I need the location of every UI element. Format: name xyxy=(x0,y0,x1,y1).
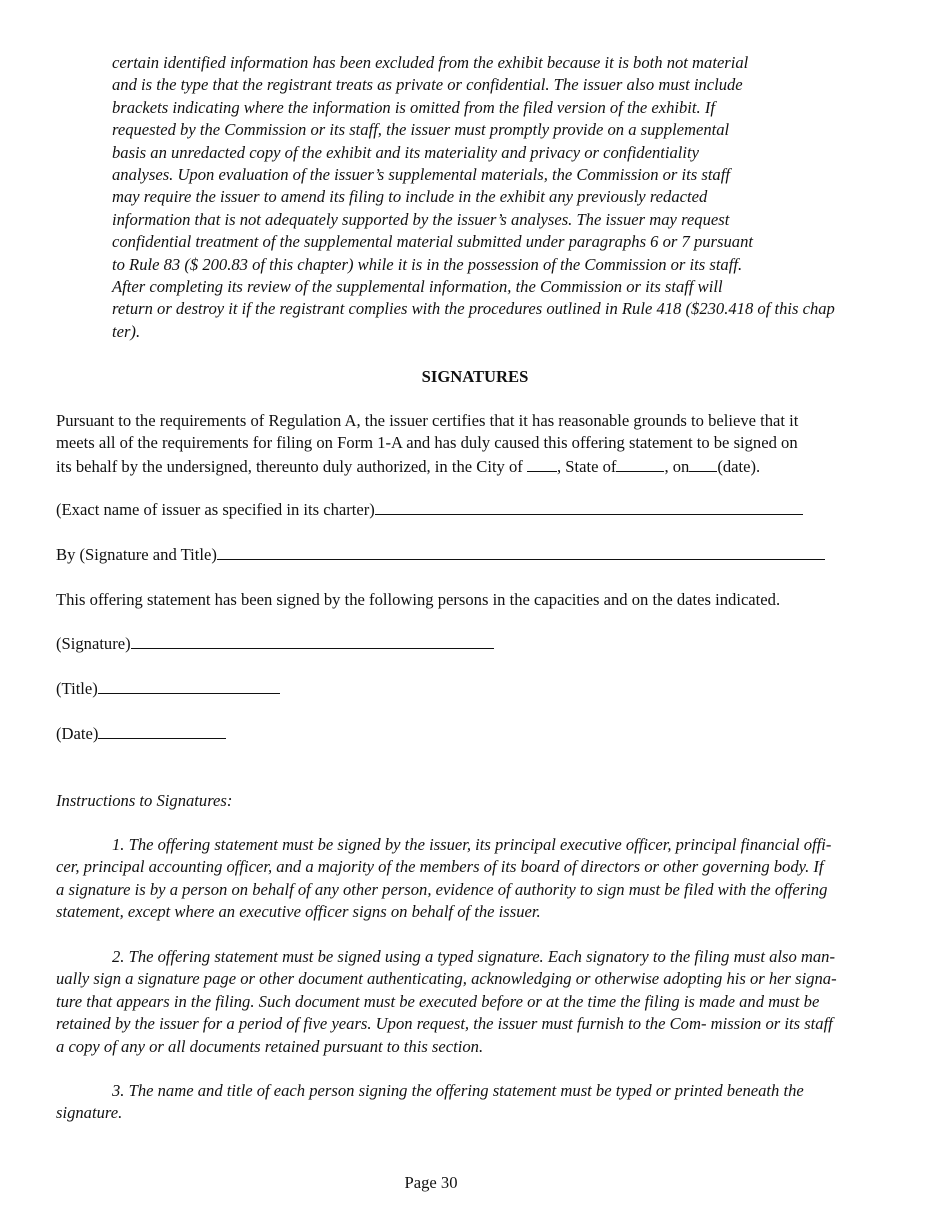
title-label: (Title) xyxy=(56,679,98,698)
text-line: After completing its review of the supplemental information, the Commission or its staff will xyxy=(112,277,723,297)
instruction-item-3 xyxy=(56,1080,896,1125)
signed-by-statement: This offering statement has been signed by the following persons in the capacities and on the dates indicated. xyxy=(56,590,781,609)
issuer-name-label: (Exact name of issuer as specified in its charter) xyxy=(56,500,375,519)
date-line[interactable] xyxy=(98,723,226,739)
city-label: its behalf by the undersigned, thereunto duly authorized, in the City of xyxy=(56,456,523,476)
certification-line-with-blanks xyxy=(56,455,896,478)
text-line: 3. The name and title of each person signing the offering statement must be typed or printed beneath the xyxy=(112,1081,804,1100)
signatures-heading: SIGNATURES xyxy=(421,367,529,386)
text-line: brackets indicating where the information is omitted from the filed version of the exhibit. If xyxy=(112,97,715,117)
signature-line[interactable] xyxy=(131,633,494,649)
by-signature-line[interactable] xyxy=(217,544,825,560)
date-on-label: , on xyxy=(664,456,690,476)
date-label: (Date) xyxy=(56,724,99,743)
text-line: ter). xyxy=(112,321,141,341)
by-signature-field xyxy=(56,544,825,566)
certification-paragraph xyxy=(56,410,896,478)
text-line: statement, except where an executive officer signs on behalf of the issuer. xyxy=(56,902,541,922)
text-line: to Rule 83 ($ 200.83 of this chapter) while it is in the possession of the Commission or its staff. xyxy=(112,254,743,274)
instructions-heading: Instructions to Signatures: xyxy=(56,791,233,810)
date-blank[interactable] xyxy=(689,455,717,472)
text-line: basis an unredacted copy of the exhibit and its materiality and privacy or confidentiality xyxy=(112,142,699,162)
issuer-name-line[interactable] xyxy=(375,499,803,515)
title-line[interactable] xyxy=(98,678,280,694)
text-line: retained by the issuer for a period of five years. Upon request, the issuer must furnish to the Com- mission or its staff xyxy=(56,1014,833,1034)
state-label: , State of xyxy=(556,456,617,476)
state-blank[interactable] xyxy=(616,455,664,472)
text-line: confidential treatment of the supplemental material submitted under paragraphs 6 or 7 pursuant xyxy=(112,232,753,252)
text-line: analyses. Upon evaluation of the issuer’s supplemental materials, the Commission or its staff xyxy=(112,165,730,185)
signature-label: (Signature) xyxy=(56,634,131,653)
by-label: By (Signature and Title) xyxy=(56,545,217,564)
text-line: Pursuant to the requirements of Regulation A, the issuer certifies that it has reasonable grounds to believe that it xyxy=(56,411,799,430)
page-number: Page 30 xyxy=(404,1173,458,1192)
instruction-item-2 xyxy=(56,946,896,1058)
date-field xyxy=(56,723,226,745)
text-line: information that is not adequately supported by the issuer’s analyses. The issuer may request xyxy=(112,209,730,229)
text-line: a signature is by a person on behalf of any other person, evidence of authority to sign must be filed with the offering xyxy=(56,879,828,899)
text-line: ually sign a signature page or other document authenticating, acknowledging or otherwise adopting his or her signa- xyxy=(56,969,837,989)
text-line: ture that appears in the filing. Such document must be executed before or at the time the filing is made and must be xyxy=(56,991,820,1011)
text-line: return or destroy it if the registrant complies with the procedures outlined in Rule 418 ($230.418 of this chap xyxy=(112,299,835,319)
text-line: 2. The offering statement must be signed using a typed signature. Each signatory to the filing must also man- xyxy=(112,947,836,966)
text-line: may require the issuer to amend its filing to include in the exhibit any previously redacted xyxy=(112,187,708,207)
text-line: requested by the Commission or its staff, the issuer must promptly provide on a supplemental xyxy=(112,120,730,140)
instruction-item-1 xyxy=(56,834,896,924)
text-line: meets all of the requirements for filing on Form 1-A and has duly caused this offering statement to be signed on xyxy=(56,433,798,453)
text-line: and is the type that the registrant treats as private or confidential. The issuer also must include xyxy=(112,75,743,95)
issuer-name-field xyxy=(56,499,803,521)
city-blank[interactable] xyxy=(527,455,557,472)
text-line: a copy of any or all documents retained pursuant to this section. xyxy=(56,1036,484,1056)
text-line: 1. The offering statement must be signed by the issuer, its principal executive officer, principal financial offi- xyxy=(112,835,832,854)
signature-field xyxy=(56,633,494,655)
text-line: signature. xyxy=(56,1103,123,1123)
continued-instruction-text xyxy=(112,52,902,343)
text-line: certain identified information has been excluded from the exhibit because it is both not material xyxy=(112,53,749,72)
title-field xyxy=(56,678,280,700)
date-suffix: (date). xyxy=(717,456,761,476)
text-line: cer, principal accounting officer, and a majority of the members of its board of directors or other governing body. If xyxy=(56,857,824,877)
